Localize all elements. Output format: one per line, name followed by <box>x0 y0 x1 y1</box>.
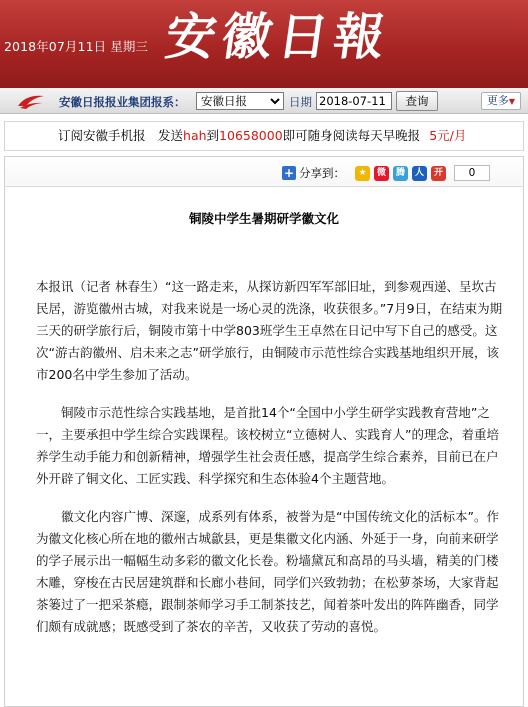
promo-price: 5元/月 <box>429 128 467 143</box>
newspaper-logo[interactable]: 安徽日報 <box>161 7 395 66</box>
article-paragraph: 铜陵市示范性综合实践基地，是首批14个“全国中小学生研学实践教育营地”之一，主要承担中学生综合实践课程。该校树立“立德树人、实践育人”的理念，着重培养学生动手能力和创新精神，增强学生社会责任感，提高学生综合素养，目前已在户外开辟了铜文化、工匠实践、科学探究和生态体验4个主题营地。 <box>36 405 499 486</box>
article-paragraph: 本报讯（记者 林春生）“这一路走来，从探访新四军军部旧址，到参观西递、呈坎古民居，游览徽州古城，对我来说是一场心灵的洗涤，收获很多。”7月9日，在结束为期三天的研学旅行后，铜陵市第十中学803班学生王卓然在日记中写下自己的感受。这次“游古韵徽州、启未来之志”研学旅行，由铜陵市示范性综合实践基地组织开展，该市200名中学生参加了活动。 <box>36 279 503 382</box>
masthead <box>0 0 528 88</box>
weibo-icon[interactable]: 微 <box>374 166 389 181</box>
more-button[interactable] <box>481 92 521 110</box>
qzone-icon[interactable]: ★ <box>355 166 370 181</box>
mobile-subscription-banner[interactable] <box>4 121 524 151</box>
share-bar <box>282 164 490 182</box>
header-date: 2018年07月11日 星期三 <box>4 39 149 54</box>
promo-text-1: 订阅安徽手机报 发送 <box>58 128 184 143</box>
article-paragraph: 徽文化内容广博、深邃，成系列有体系，被誉为是“中国传统文化的活标本”。作为徽文化核心所在地的徽州古城歙县，更是集徽文化内涵、外延于一身，向前来研学的学子展示出一幅幅生动多彩的徽文化长卷。粉墙黛瓦和高昂的马头墙，精美的门楼木雕，穿梭在古民居建筑群和长廊小巷间，同学们兴致勃勃；在松萝茶场，大家背起茶篓过了一把采茶瘾，跟制茶师学习手工制茶技艺，闻着茶叶发出的阵阵幽香，同学们颇有成就感；既感受到了茶农的辛苦，又收获了劳动的喜悦。 <box>36 509 499 634</box>
article-body <box>36 276 504 654</box>
promo-text-3: 即可随身阅读每天早晚报 <box>282 128 421 143</box>
date-label: 日期 <box>289 95 312 109</box>
more-label: 更多 <box>486 94 509 107</box>
panel-divider <box>5 186 523 187</box>
tencent-weibo-icon[interactable]: 腾 <box>393 166 408 181</box>
group-papers-label: 安徽日报报业集团报系： <box>59 95 186 109</box>
caret-down-icon: ▼ <box>508 97 516 106</box>
share-count: 0 <box>454 165 490 181</box>
group-logo-icon <box>16 92 46 110</box>
promo-text-2: 到 <box>206 128 220 143</box>
query-button[interactable]: 查询 <box>396 91 438 111</box>
kaixin-icon[interactable]: 开 <box>431 166 446 181</box>
date-input[interactable] <box>316 92 392 110</box>
renren-icon[interactable]: 人 <box>412 166 427 181</box>
promo-code: hah <box>183 128 207 143</box>
toolbar <box>0 88 528 114</box>
paper-select[interactable] <box>196 92 284 110</box>
promo-number: 10658000 <box>219 128 283 143</box>
article-panel <box>4 156 524 707</box>
share-plus-icon[interactable]: + <box>283 166 295 180</box>
share-label[interactable]: 分享到： <box>299 166 345 180</box>
article-title: 铜陵中学生暑期研学徽文化 <box>188 211 339 226</box>
